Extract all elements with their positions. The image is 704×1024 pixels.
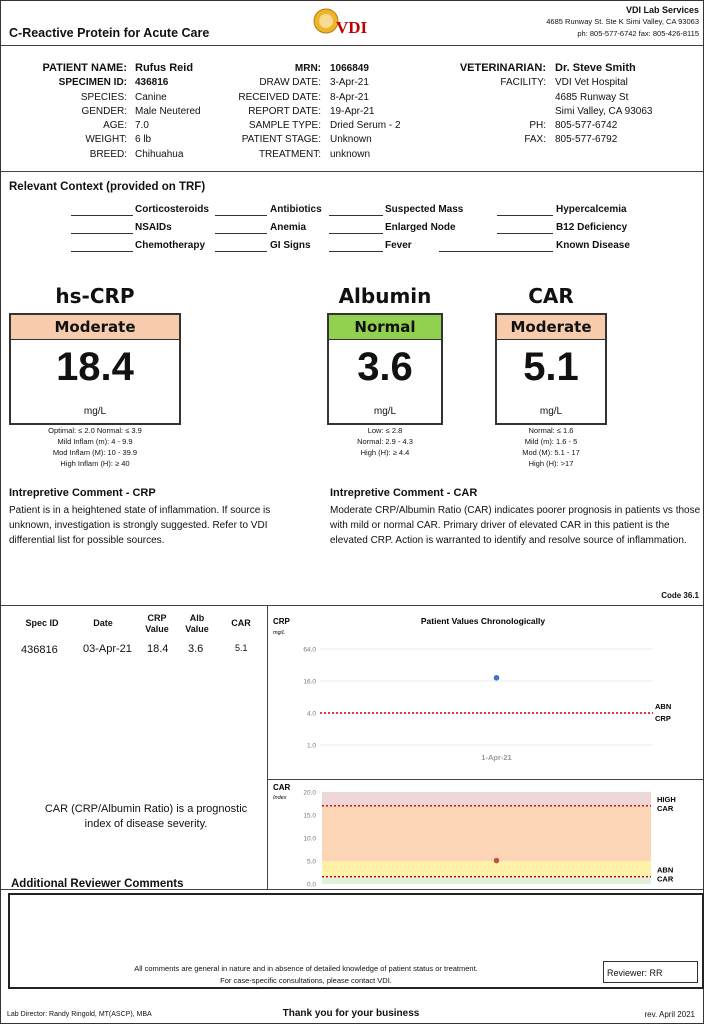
patient-name-label: PATIENT NAME:: [42, 62, 127, 74]
car-range-1: Normal: ≤ 1.6: [528, 426, 574, 435]
context-title: Relevant Context (provided on TRF): [9, 181, 206, 193]
received-date-label: RECEIVED DATE:: [238, 92, 321, 103]
crp-title: hs-CRP: [55, 284, 135, 308]
history-alb: 3.6: [188, 643, 204, 655]
phone-value: 805-577-6742: [555, 120, 618, 131]
car-band-1: [322, 861, 651, 877]
car-unit: mg/L: [539, 406, 563, 417]
col-crp-line-2: Value: [145, 624, 169, 634]
report-date-label: REPORT DATE:: [248, 106, 321, 117]
car-tick-3: 5.0: [306, 858, 316, 866]
breed-label: BREED:: [89, 149, 127, 160]
crp-status: Moderate: [11, 315, 179, 340]
car-threshold-0-label-2: CAR: [657, 803, 674, 813]
weight-label: WEIGHT:: [85, 134, 127, 145]
car-range-2: Mild (m): 1.6 - 5: [524, 437, 578, 446]
col-alb-line-2: Value: [185, 624, 209, 634]
history-spec-id: 436816: [21, 644, 58, 656]
albumin-unit: mg/L: [373, 406, 397, 417]
gender-label: GENDER:: [81, 106, 127, 117]
logo-text: VDI: [336, 18, 368, 37]
age-label: AGE:: [103, 120, 127, 131]
crp-range-1: Optimal: ≤ 2.0 Normal: ≤ 3.9: [48, 426, 142, 435]
context-antibiotics: Antibiotics: [270, 204, 322, 215]
context-blank-2: [215, 215, 267, 216]
albumin-value: 3.6: [357, 345, 413, 389]
col-crp-line-1: CRP: [147, 613, 167, 623]
car-tick-4: 0.0: [306, 881, 316, 888]
history-crp: 18.4: [147, 643, 169, 655]
crp-chart-ylabel: CRP: [273, 617, 290, 626]
col-crp-value: [137, 613, 177, 635]
facility-label: FACILITY:: [500, 77, 546, 88]
fax-label: FAX:: [524, 134, 546, 145]
car-threshold-0-label-1: HIGH: [657, 794, 676, 804]
veterinarian-name: Dr. Steve Smith: [555, 62, 636, 74]
mrn-value: 1066849: [330, 63, 369, 74]
context-blank-10: [215, 251, 267, 252]
context-blank-8: [497, 233, 553, 234]
draw-date: 3-Apr-21: [330, 77, 369, 88]
breed-value: Chihuahua: [135, 149, 184, 160]
facility-address-1: 4685 Runway St: [555, 92, 629, 103]
car-comment-title: Intrepretive Comment - CAR: [330, 487, 478, 499]
car-value: 5.1: [523, 345, 579, 389]
context-anemia: Anemia: [270, 222, 307, 233]
context-blank-9: [71, 251, 133, 252]
reviewer-disclaimer: [11, 963, 601, 987]
crp-threshold-label-1: ABN: [655, 702, 672, 711]
car-range-4: High (H): >17: [528, 459, 574, 468]
car-title: CAR: [528, 284, 574, 308]
weight-value: 6 lb: [135, 134, 152, 145]
car-threshold-1-label-2: CAR: [657, 874, 674, 884]
context-suspected-mass: Suspected Mass: [385, 204, 464, 215]
patient-stage-label: PATIENT STAGE:: [241, 134, 321, 145]
patient-stage: Unknown: [330, 134, 372, 145]
context-corticosteroids: Corticosteroids: [135, 204, 209, 215]
crp-value: 18.4: [56, 345, 134, 389]
lab-director: Lab Director: Randy Ringold, MT(ASCP), MBA: [7, 1011, 152, 1018]
reviewer-initials: Reviewer: RR: [603, 961, 698, 983]
car-tick-0: 20.0: [303, 789, 316, 797]
lab-name: VDI Lab Services: [625, 5, 699, 15]
history-date: 03-Apr-21: [83, 643, 132, 655]
car-range-3: Mod (M): 5.1 - 17: [522, 448, 580, 457]
context-blank-5: [71, 233, 133, 234]
context-blank-12: [439, 251, 553, 252]
context-blank-11: [329, 251, 383, 252]
albumin-range-3: High (H): ≥ 4.4: [360, 448, 410, 457]
crp-data-point: [494, 675, 500, 681]
thank-you-text: Thank you for your business: [282, 1008, 420, 1019]
col-spec-id: Spec ID: [25, 618, 59, 628]
lab-phone: ph: 805-577-6742 fax: 805-426-8115: [577, 29, 699, 38]
context-fever: Fever: [385, 240, 412, 251]
crp-comment-title: Intrepretive Comment - CRP: [9, 487, 156, 499]
context-blank-1: [71, 215, 133, 216]
history-car: 5.1: [235, 643, 248, 653]
report-date: 19-Apr-21: [330, 106, 375, 117]
disclaimer-line-2: For case-specific consultations, please contact VDI.: [220, 976, 392, 985]
draw-date-label: DRAW DATE:: [259, 77, 321, 88]
col-alb-value: [177, 613, 217, 635]
context-hypercalcemia: Hypercalcemia: [556, 204, 627, 215]
disclaimer-line-1: All comments are general in nature and in absence of detailed knowledge of patient status or treatment.: [134, 964, 478, 973]
crp-range-2: Mild Inflam (m): 4 - 9.9: [57, 437, 133, 446]
age-value: 7.0: [135, 120, 149, 131]
code-label: Code 36.1: [661, 591, 699, 600]
facility-address-2: Simi Valley, CA 93063: [555, 106, 653, 117]
specimen-label: SPECIMEN ID:: [58, 77, 127, 88]
albumin-title: Albumin: [338, 284, 432, 308]
crp-chart-title: Patient Values Chronologically: [420, 616, 546, 626]
crp-chart-yunit: mg/L: [273, 630, 286, 636]
treatment-label: TREATMENT:: [258, 149, 321, 160]
context-blank-7: [329, 233, 383, 234]
veterinarian-label: VETERINARIAN:: [459, 62, 546, 74]
context-chemotherapy: Chemotherapy: [135, 240, 206, 251]
crp-comment-text: Patient is in a heightened state of inflammation. If source is unknown, investigation is strongly suggested. Refer to VDI differential list for possible sources.: [9, 505, 271, 546]
context-blank-4: [497, 215, 553, 216]
car-index-note: CAR (CRP/Albumin Ratio) is a prognostic index of disease severity.: [44, 803, 248, 830]
crp-reference-ranges: [9, 425, 181, 469]
gender-value: Male Neutered: [135, 106, 201, 117]
car-tick-1: 15.0: [303, 812, 316, 820]
col-alb-line-1: Alb: [189, 613, 205, 623]
col-date: Date: [93, 618, 113, 628]
sample-type: Dried Serum - 2: [330, 120, 401, 131]
vdi-logo: [312, 5, 376, 41]
treatment-value: unknown: [330, 149, 371, 160]
crp-unit: mg/L: [83, 406, 107, 417]
reviewer-title: Additional Reviewer Comments: [11, 878, 184, 890]
phone-label: PH:: [529, 120, 546, 131]
fax-value: 805-577-6792: [555, 134, 618, 145]
context-nsaids: NSAIDs: [135, 222, 172, 233]
received-date: 8-Apr-21: [330, 92, 369, 103]
albumin-reference-ranges: [327, 425, 443, 458]
specimen-id: 436816: [135, 77, 169, 88]
species-value: Canine: [135, 92, 167, 103]
car-data-point: [494, 858, 500, 864]
crp-trend-chart: [268, 606, 703, 779]
col-car: CAR: [231, 618, 251, 628]
context-b12-deficiency: B12 Deficiency: [556, 222, 628, 233]
crp-range-4: High Inflam (H): ≥ 40: [60, 459, 130, 468]
car-band-3: [322, 792, 651, 806]
header-divider: [1, 45, 703, 46]
lab-address: 4685 Runway St. Ste K Simi Valley, CA 93063: [546, 17, 699, 26]
car-threshold-1-label-1: ABN: [657, 865, 674, 875]
car-status: Moderate: [497, 315, 605, 340]
report-title: C-Reactive Protein for Acute Care: [9, 26, 210, 40]
patient-name: Rufus Reid: [135, 62, 194, 74]
context-gi-signs: GI Signs: [270, 240, 311, 251]
patient-divider: [1, 171, 703, 172]
crp-tick-2: 4.0: [306, 710, 316, 718]
albumin-range-1: Low: ≤ 2.8: [367, 426, 403, 435]
car-band-0: [322, 877, 651, 884]
revision-date: rev. April 2021: [644, 1010, 695, 1019]
context-enlarged-node: Enlarged Node: [385, 222, 456, 233]
albumin-range-2: Normal: 2.9 - 4.3: [357, 437, 413, 446]
sample-type-label: SAMPLE TYPE:: [248, 120, 321, 131]
species-label: SPECIES:: [80, 92, 127, 103]
car-chart-ylabel: CAR: [273, 783, 291, 792]
crp-tick-0: 64.0: [303, 646, 316, 654]
context-blank-3: [329, 215, 383, 216]
crp-tick-3: 1.0: [306, 742, 316, 750]
context-blank-6: [215, 233, 267, 234]
albumin-result-box: [327, 313, 443, 425]
car-reference-ranges: [495, 425, 607, 469]
car-band-2: [322, 806, 651, 861]
crp-x-label: 1-Apr-21: [481, 753, 512, 762]
car-tick-2: 10.0: [303, 835, 316, 843]
car-comment-text: Moderate CRP/Albumin Ratio (CAR) indicates poorer prognosis in patients vs those with mild or normal CAR. Primary driver of elevated CAR in this patient is the elevated CRP. Action is warranted to identify and resolve source of inflammation.: [330, 505, 701, 546]
crp-result-box: [9, 313, 181, 425]
car-trend-chart: [268, 780, 703, 888]
facility-name: VDI Vet Hospital: [555, 77, 628, 88]
mrn-label: MRN:: [294, 63, 321, 74]
car-result-box: [495, 313, 607, 425]
crp-tick-1: 16.0: [303, 678, 316, 686]
car-chart-yunit: Index: [273, 795, 287, 801]
albumin-status: Normal: [329, 315, 441, 340]
crp-threshold-label-2: CRP: [655, 714, 671, 723]
context-known-disease: Known Disease: [556, 240, 630, 251]
crp-range-3: Mod Inflam (M): 10 - 39.9: [52, 448, 138, 457]
